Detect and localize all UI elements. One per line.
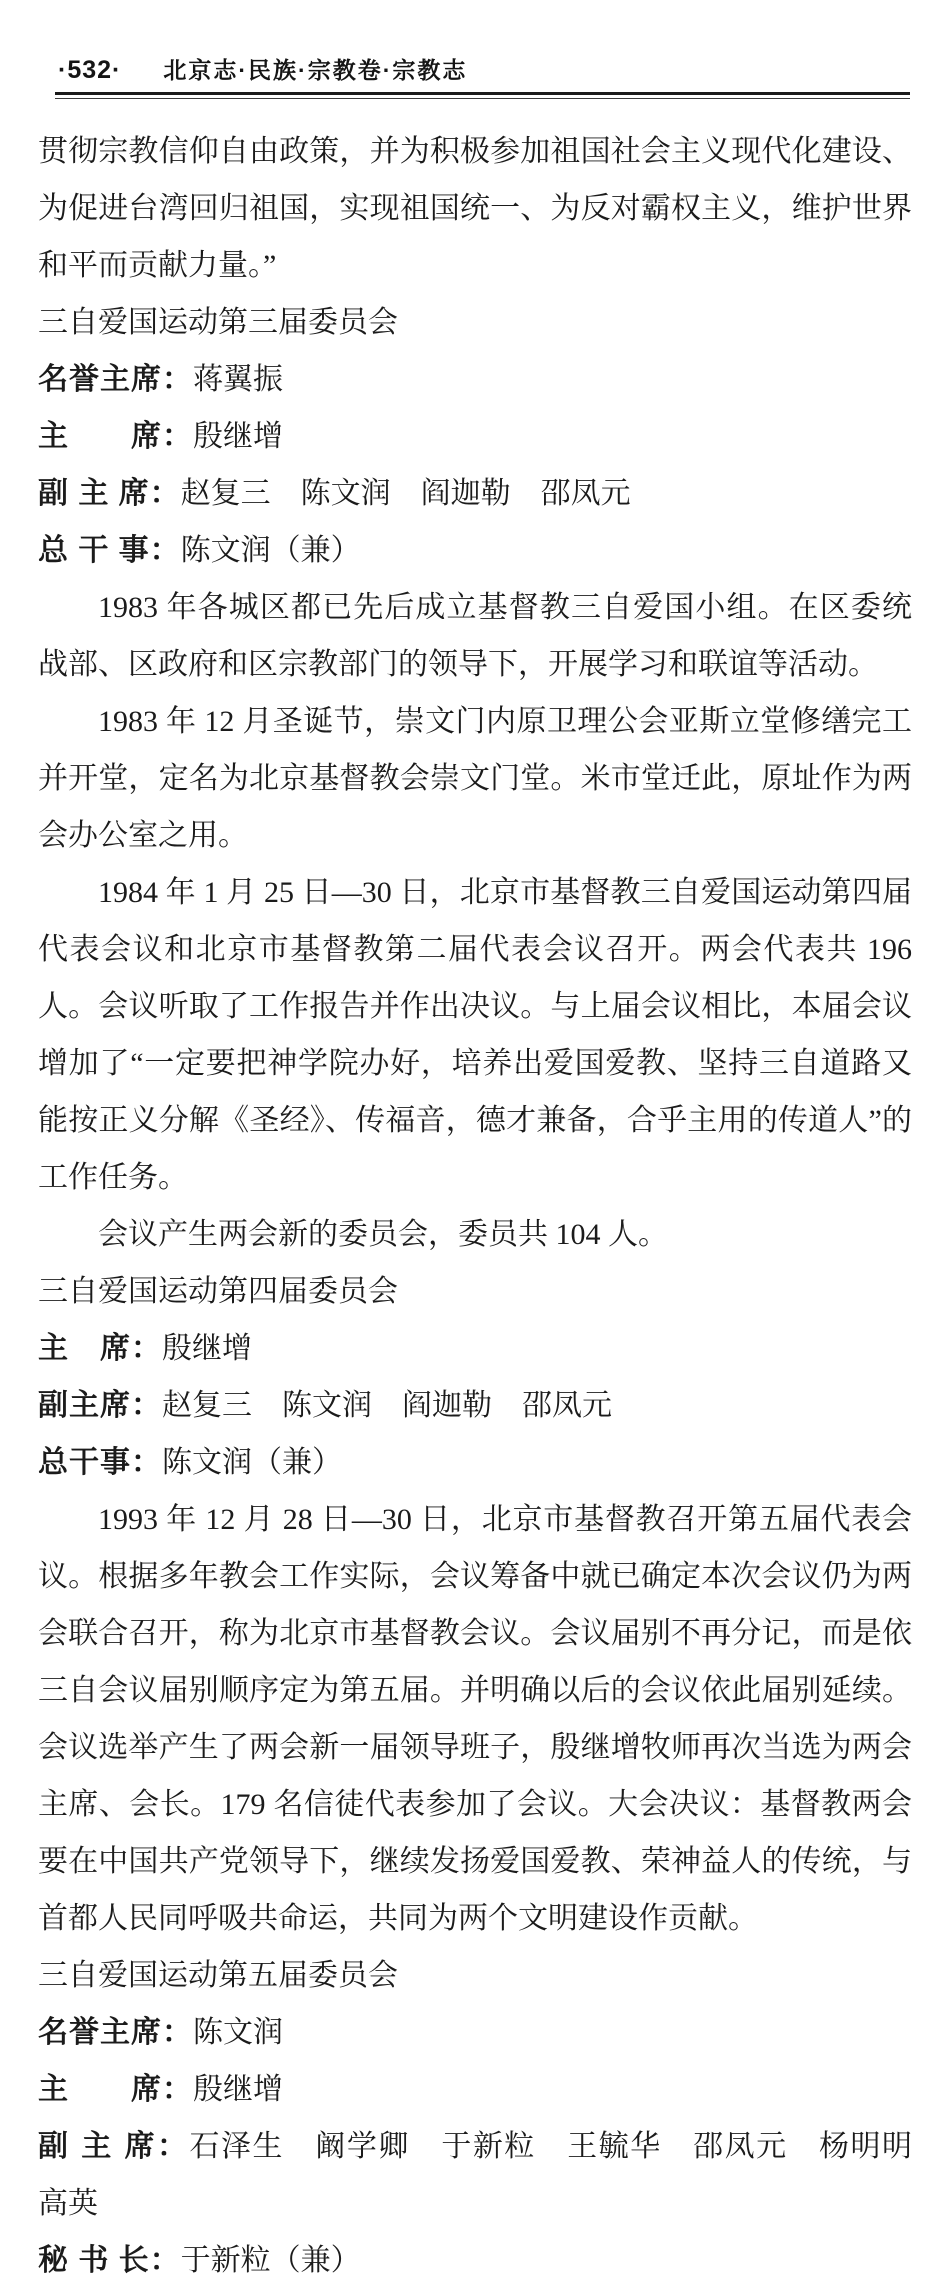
section-heading: 三自爱国运动第三届委员会 [38, 306, 398, 339]
paragraph: 贯彻宗教信仰自由政策，并为积极参加祖国社会主义现代化建设、为促进台湾回归祖国，实现祖国统一、为反对霸权主义，维护世界和平而贡献力量。” [38, 135, 912, 282]
document-body [38, 123, 943, 2289]
role-label: 副 主 席： [38, 2130, 190, 2163]
role-line [38, 1377, 912, 1434]
role-line [38, 522, 912, 579]
role-label: 副 主 席： [38, 477, 181, 510]
section-heading: 三自爱国运动第五届委员会 [38, 1959, 398, 1992]
role-label: 主 席： [38, 2073, 193, 2106]
role-line [38, 2232, 912, 2289]
role-line [38, 2061, 912, 2118]
role-line [38, 1434, 912, 1491]
role-label: 名誉主席： [38, 363, 193, 396]
role-label: 名誉主席： [38, 2016, 193, 2049]
role-label: 主 席： [38, 420, 193, 453]
role-label: 主 席： [38, 1332, 162, 1365]
role-line [38, 465, 912, 522]
role-line [38, 2118, 943, 2232]
role-value: 赵复三 陈文润 阎迦勒 邵凤元 [162, 1389, 612, 1422]
role-value: 蒋翼振 [193, 363, 283, 396]
role-label: 副主席： [38, 1389, 162, 1422]
role-value: 陈文润（兼） [162, 1446, 342, 1479]
role-line [38, 351, 912, 408]
role-label: 总干事： [38, 1446, 162, 1479]
role-value: 石泽生 阚学卿 于新粒 王毓华 邵凤元 杨明明 高英 [38, 2130, 943, 2220]
paragraph: 会议产生两会新的委员会，委员共 104 人。 [98, 1218, 668, 1251]
role-value: 殷继增 [193, 2073, 283, 2106]
book-title: 北京志·民族·宗教卷·宗教志 [163, 57, 468, 83]
role-line [38, 2004, 912, 2061]
page-number: ·532· [58, 56, 122, 84]
paragraph: 1984 年 1 月 25 日—30 日，北京市基督教三自爱国运动第四届代表会议和北京市基督教第二届代表会议召开。两会代表共 196 人。会议听取了工作报告并作出决议。与上届会议相比，本届会议增加了“一定要把神学院办好，培养出爱国爱教、坚持三自道路又能按正义分解《圣经》、传福音，德才兼备，合乎主用的传道人”的工作任务。 [38, 876, 912, 1194]
section-heading: 三自爱国运动第四届委员会 [38, 1275, 398, 1308]
role-value: 陈文润（兼） [180, 534, 361, 567]
role-value: 陈文润 [193, 2016, 283, 2049]
running-head [38, 52, 912, 85]
paragraph: 1983 年 12 月圣诞节，崇文门内原卫理公会亚斯立堂修缮完工并开堂，定名为北京基督教会崇文门堂。米市堂迁此，原址作为两会办公室之用。 [38, 705, 912, 852]
paragraph: 1993 年 12 月 28 日—30 日，北京市基督教召开第五届代表会议。根据多年教会工作实际，会议筹备中就已确定本次会议仍为两会联合召开，称为北京市基督教会议。会议届别不再分记，而是依三自会议届别顺序定为第五届。并明确以后的会议依此届别延续。会议选举产生了两会新一届领导班子，殷继增牧师再次当选为两会主席、会长。179 名信徒代表参加了会议。大会决议：基督教两会要在中国共产党领导下，继续发扬爱国爱教、荣神益人的传统，与首都人民同呼吸共命运，共同为两个文明建设作贡献。 [38, 1503, 912, 1935]
role-label: 秘 书 长： [38, 2244, 181, 2277]
role-line [38, 408, 912, 465]
role-value: 殷继增 [162, 1332, 252, 1365]
role-value: 赵复三 陈文润 阎迦勒 邵凤元 [180, 477, 631, 510]
role-value: 于新粒（兼） [180, 2244, 361, 2277]
role-value: 殷继增 [193, 420, 283, 453]
header-rule-divider [55, 92, 910, 99]
role-label: 总 干 事： [38, 534, 181, 567]
paragraph: 1983 年各城区都已先后成立基督教三自爱国小组。在区委统战部、区政府和区宗教部门的领导下，开展学习和联谊等活动。 [38, 591, 912, 681]
role-line [38, 1320, 912, 1377]
